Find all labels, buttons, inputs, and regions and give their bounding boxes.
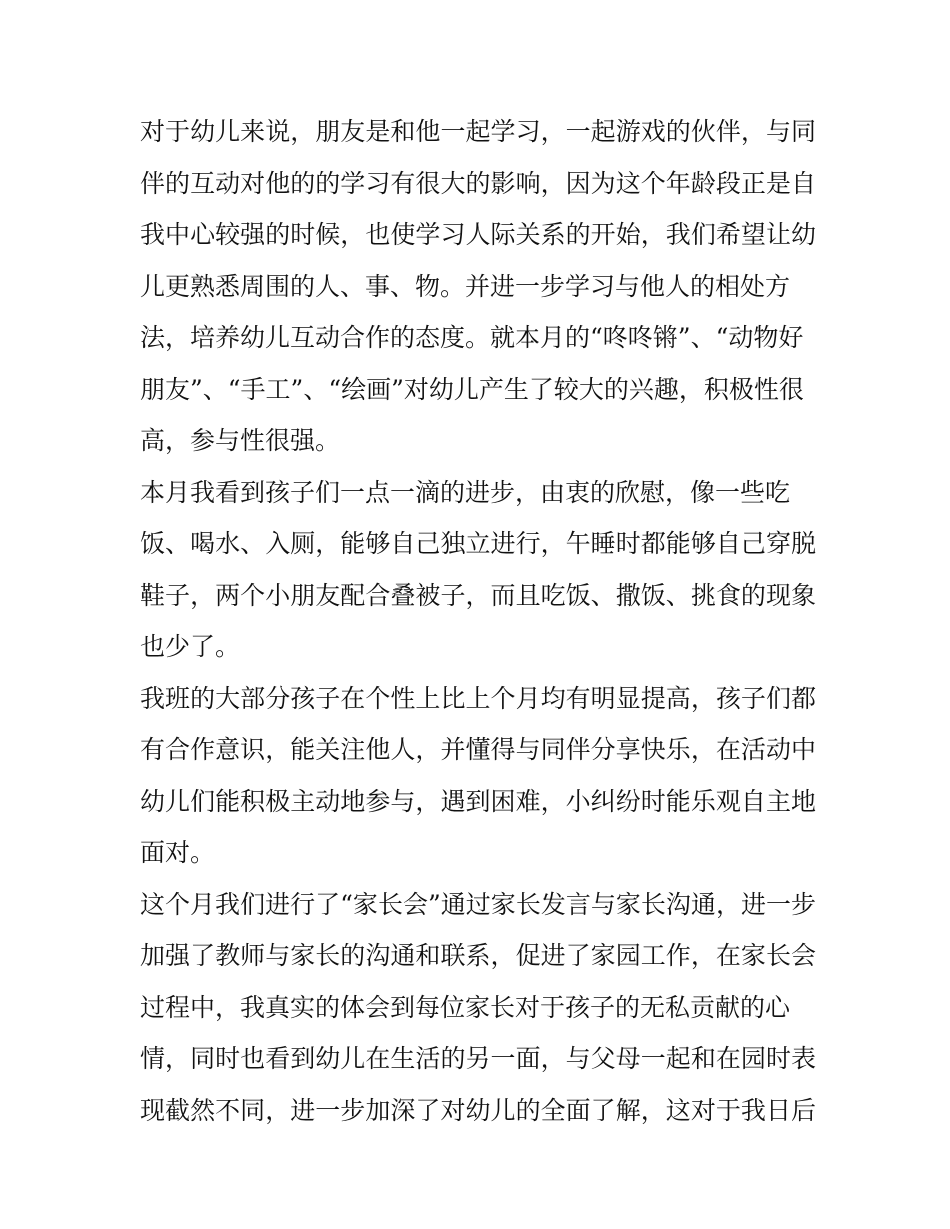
text-line: 面对。 [140, 838, 216, 867]
text-line: 加强了教师与家长的沟通和联系，促进了家园工作，在家长会 [140, 941, 816, 970]
text-line: 我班的大部分孩子在个性上比上个月均有明显提高，孩子们都 [140, 683, 816, 713]
text-line: 伴的互动对他的的学习有很大的影响，因为这个年龄段正是自 [140, 168, 816, 198]
text-line: 幼儿们能积极主动地参与，遇到困难，小纠纷时能乐观自主地 [140, 786, 816, 816]
text-line: 朋友”、“手工”、“绘画”对幼儿产生了较大的兴趣，积极性很 [140, 374, 804, 404]
text-line: 饭、喝水、入厕，能够自己独立进行，午睡时都能够自己穿脱 [140, 529, 816, 558]
text-line: 儿更熟悉周围的人、事、物。并进一步学习与他人的相处方 [140, 271, 791, 301]
paragraph-1 [140, 106, 816, 467]
text-line: 法，培养幼儿互动合作的态度。就本月的“咚咚锵”、“动物好 [140, 323, 804, 352]
text-line: 现截然不同，进一步加深了对幼儿的全面了解，这对于我日后 [140, 1095, 816, 1125]
document-body [140, 106, 816, 1136]
text-line: 情，同时也看到幼儿在生活的另一面，与父母一起和在园时表 [140, 1044, 816, 1073]
text-line: 有合作意识，能关注他人，并懂得与同伴分享快乐，在活动中 [140, 735, 816, 764]
text-line: 高，参与性很强。 [140, 426, 341, 455]
paragraph-3 [140, 673, 816, 879]
text-line: 鞋子，两个小朋友配合叠被子，而且吃饭、撒饭、挑食的现象 [140, 580, 816, 610]
text-line: 本月我看到孩子们一点一滴的进步，由衷的欣慰，像一些吃 [140, 477, 791, 507]
text-line: 也少了。 [140, 632, 241, 661]
paragraph-2 [140, 467, 816, 673]
text-line: 我中心较强的时候，也使学习人际关系的开始，我们希望让幼 [140, 220, 816, 249]
text-line: 过程中，我真实的体会到每位家长对于孩子的无私贡献的心 [140, 992, 791, 1022]
text-line: 对于幼儿来说，朋友是和他一起学习，一起游戏的伙伴，与同 [140, 117, 816, 146]
paragraph-4 [140, 879, 816, 1137]
text-line: 这个月我们进行了“家长会”通过家长发言与家长沟通，进一步 [140, 889, 816, 919]
